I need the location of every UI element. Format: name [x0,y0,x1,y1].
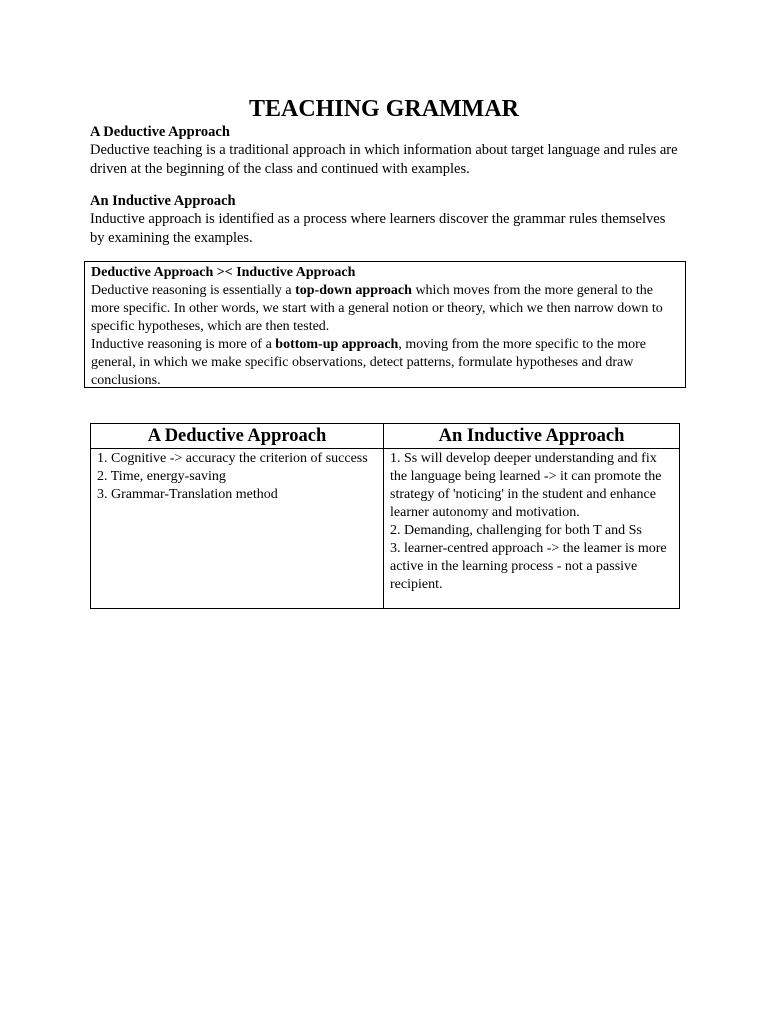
comparison-table [90,423,680,609]
list-item: 1. Ss will develop deeper understanding and fix the language being learned -> it can promote the strategy of 'noticing' in the student and enhance learner autonomy and motivation. [390,451,662,520]
list-item: 3. Grammar-Translation method [97,487,278,502]
inductive-heading: An Inductive Approach [90,193,236,209]
inductive-column-header: An Inductive Approach [384,424,680,449]
inductive-text: Inductive approach is identified as a process where learners discover the grammar rules themselves by examining the examples. [90,211,666,246]
inductive-reasoning-text-end: , moving from the more specific to the more general, in which we make specific observations, detect patterns, formulate hypotheses and draw conclusions. [91,337,646,388]
table-row [91,449,680,609]
deductive-section [90,123,680,179]
deductive-text: Deductive teaching is a traditional approach in which information about target language and rules are driven at the beginning of the class and continued with examples. [90,142,678,177]
list-item: 1. Cognitive -> accuracy the criterion of success [97,451,368,466]
inductive-section [90,192,680,248]
inductive-cell [384,449,680,609]
deductive-reasoning-text-start: Deductive reasoning is essentially a [91,283,296,298]
inductive-reasoning-text-start: Inductive reasoning is more of a [91,337,276,352]
comparison-box [84,261,686,388]
list-item: 3. learner-centred approach -> the leamer is more active in the learning process - not a passive recipient. [390,541,667,592]
bottom-up-term: bottom-up approach [275,337,399,352]
inductive-reasoning-paragraph [91,336,679,390]
page-title: TEACHING GRAMMAR [249,96,519,122]
deductive-column-header: A Deductive Approach [91,424,384,449]
comparison-heading: Deductive Approach >< Inductive Approach [91,265,356,280]
deductive-heading: A Deductive Approach [90,124,230,140]
deductive-reasoning-paragraph [91,282,679,336]
top-down-term: top-down approach [295,283,412,298]
list-item: 2. Demanding, challenging for both T and Ss [390,523,642,538]
list-item: 2. Time, energy-saving [97,469,226,484]
deductive-cell [91,449,384,609]
table-header-row [91,424,680,449]
deductive-reasoning-text-end: which moves from the more general to the more specific. In other words, we start with a general notion or theory, which we then narrow down to specific hypotheses, which are then tested. [91,283,663,334]
